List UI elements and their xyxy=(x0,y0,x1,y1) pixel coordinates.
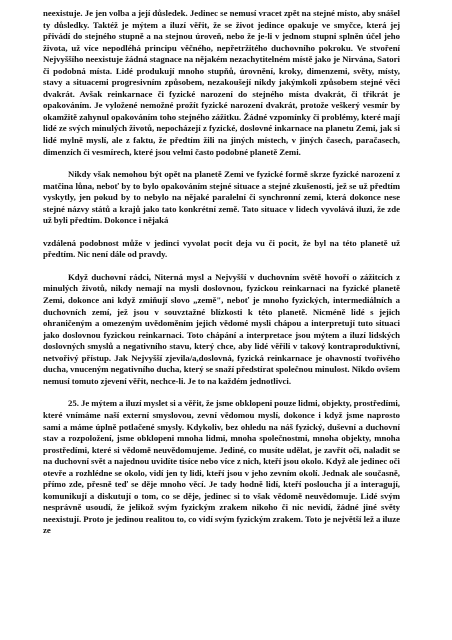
paragraph-gap xyxy=(43,387,400,398)
paragraph-2: Nikdy však nemohou být opět na planetě Zemi ve fyzické formě skrze fyzické narození z matčina lůna, neboť by to bylo opakováním stejné situace a stejné zkušenosti, jež se už předtím vyskytly, jen pokud by to nebylo na nějaké paralelní či synchronní zemi, která dokonce nese stejné názvy států a krajů jako tato konkrétní země. Tato situace v lidech vyvolává iluzi, že zde už byli předtím. Dokonce i nějaká xyxy=(43,169,400,226)
paragraph-5: 25. Je mýtem a iluzí myslet si a věřit, že jsme obklopeni pouze lidmi, objekty, prostředími, které vnímáme naší externí smyslovou, zevní vědomou myslí, dokonce i když jsme naprosto sami a máme úplně potlačené smysly. Kdykoliv, bez ohledu na náš fyzický, duševní a duchovní stav a rozpoložení, jsme obklopeni mnoha lidmi, mnoha společnostmi, mnoha objekty, mnoha prostředími, které si vědomě neuvědomujeme. Jediné, co musíte udělat, je zavřít oči, naladit se na duchovní svět a najednou uvidíte tisíce nebo více z nich, kteří jsou okolo. Když ale jedinec oči otevře a rozhlédne se okolo, vidí jen ty lidi, kteří jsou v jeho zevním okolí. Jednak ale současně, přímo zde, přesně teď se děje mnoho věcí. Je tady hodně lidí, kteří posloucha jí a interagují, komunikují a diskutují o tom, co se děje, jedinec si to však vědomě neuvědomuje. Lidé svým nesprávně usoudí, že jelikož svým fyzickým zrakem nikoho či nic nevidí, žádné jiné světy neexistují. Proto je jedinou realitou to, co vidí svým fyzickým zrakem. Toto je největší lež a iluze ze xyxy=(43,398,400,536)
paragraph-gap xyxy=(43,158,400,169)
paragraph-gap xyxy=(43,227,400,238)
paragraph-gap xyxy=(43,261,400,272)
paragraph-4: Když duchovní rádci, Niterná mysl a Nejvyšší v duchovním světě hovoří o zážitcích z minulých životů, nikdy nemají na mysli doslovnou, fyzickou reinkarnaci na fyzické planetě Zemi, dokonce ani když zmiňují slovo „země", neboť je mnoho fyzických, intermediálních a duchovních zemí, jež jsou v souvztažné blízkosti k této planetě. Nicméně lidé s jejich ohraničeným a omezeným uvědoměním jejich vědomé mysli chápou a interpretují tuto situaci jako doslovnou fyzickou reinkarnaci. Toto chápání a interpretace jsou mýtem a iluzí lidských doslovných smyslů a negativního stavu, který chce, aby lidé věřili v takový kontraproduktivní, netvořivý přístup. Jak Nejvyšší zjevila/a,doslovná, fyzická reinkarnace je ohavností tvořivého ducha, vnuceným negativního ducha, který se snaží předstírat společnou minulost. Nikdo ovšem nemusí tomuto zjevení věřit, nechce-li. Je to na každém jednotlivci. xyxy=(43,271,400,386)
paragraph-1: neexistuje. Je jen volba a její důsledek. Jedinec se nemusí vracet zpět na stejné místo, aby snášel ty důsledky. Taktéž je mýtem a iluzí věřit, že se život jedince opakuje ve smyčce, která jej přivádí do stejného stupně a na stejnou úroveň, nebo že je-li v jednom stupni splněn účel jeho života, už více nepodléhá principu věčného, nepřetržitého duchovního pokroku. Ve stvoření Nejvyššího neexistuje žádná stagnace na nějakém nezachytitelném místě jako je Nirvána, Satori či podobná místa. Lidé produkují mnoho stupňů, úrovnění, kroky, dimenzemi, světy, místy, stavy a situacemi progresivním způsobem, nezakoušejí nikdy jakýmkoli způsobem stejné věci dvakrát. Avšak reinkarnace či fyzické narození do stejného místa dvakrát, či třikrát je opakováním. Je vyložené nemožné prožít fyzické narození dvakrát, protože veškerý vesmír by okamžitě zahynul opakováním toho stejného zážitku. Žádné vzpomínky či problémy, které mají lidé ze svých minulých životů, nepocházejí z fyzické, doslovné inkarnace na planetu Zemi, jak si lidé mylně myslí, ale z faktu, že předtím žili na jiných místech, v jiných časech, paračasech, dimenzích či vesmírech, které jsou velmi často podobné planetě Zemi. xyxy=(43,8,400,157)
paragraph-3: vzdálená podobnost může v jedinci vyvolat pocit deja vu či pocit, že byl na této planetě už předtím. Nic není dále od pravdy. xyxy=(43,237,400,260)
